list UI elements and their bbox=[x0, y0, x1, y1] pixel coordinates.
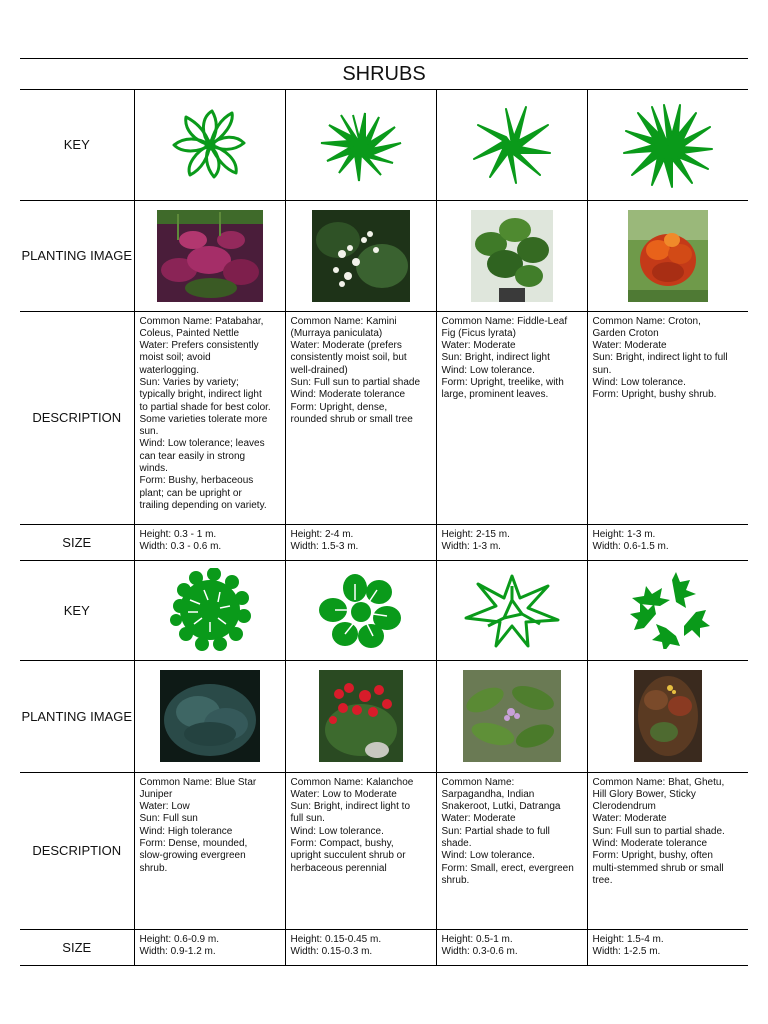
description-row bbox=[20, 311, 748, 524]
shrubs-sheet bbox=[20, 58, 748, 966]
description-label: DESCRIPTION bbox=[20, 772, 134, 929]
description-line: Form: Upright, dense, bbox=[290, 401, 388, 413]
image-cell bbox=[134, 660, 285, 772]
description-line: winds. bbox=[139, 463, 168, 475]
description-line: Wind: Low tolerance. bbox=[290, 825, 384, 837]
description-line: typically bright, indirect light bbox=[139, 389, 262, 401]
description-line: herbaceous perennial bbox=[290, 862, 387, 874]
description-line: Sun: Bright, indirect light bbox=[441, 352, 550, 364]
size-width: Width: 1-2.5 m. bbox=[592, 946, 661, 957]
description-cell bbox=[285, 772, 436, 929]
description-line: Common Name: Bhat, Ghetu, bbox=[592, 776, 725, 788]
croton-photo bbox=[628, 210, 708, 302]
description-line: Water: Low bbox=[139, 801, 190, 813]
description-line: tree. bbox=[592, 874, 613, 886]
description-line: Sun: Varies by variety; bbox=[139, 376, 239, 388]
size-cell bbox=[285, 929, 436, 965]
key-cell bbox=[285, 90, 436, 200]
coleus-symbol-icon bbox=[162, 105, 258, 185]
description-line: Water: Moderate bbox=[441, 813, 516, 825]
size-width: Width: 1.5-3 m. bbox=[290, 541, 359, 552]
description-label: DESCRIPTION bbox=[20, 311, 134, 524]
planting-image-label: PLANTING IMAGE bbox=[20, 660, 134, 772]
kamini-symbol-icon bbox=[309, 105, 413, 185]
description-line: Sun: Full sun to partial shade. bbox=[592, 825, 725, 837]
description-cell bbox=[587, 311, 748, 524]
description-line: Form: Small, erect, evergreen bbox=[441, 862, 574, 874]
sarpagandha-symbol-icon bbox=[460, 570, 564, 650]
size-row bbox=[20, 524, 748, 560]
description-line: Some varieties tolerate more bbox=[139, 413, 268, 425]
description-cell bbox=[436, 772, 587, 929]
clerodendrum-photo bbox=[634, 670, 702, 762]
description-line: sun. bbox=[139, 426, 159, 438]
description-line: multi-stemmed shrub or small bbox=[592, 862, 724, 874]
image-cell bbox=[436, 660, 587, 772]
description-line: Sun: Bright, indirect light to full bbox=[592, 352, 728, 364]
size-cell bbox=[134, 929, 285, 965]
size-height: Height: 1-3 m. bbox=[592, 528, 656, 540]
image-cell bbox=[134, 200, 285, 311]
description-line: Sun: Bright, indirect light to bbox=[290, 801, 411, 813]
description-line: Water: Low to Moderate bbox=[290, 788, 397, 800]
image-cell bbox=[587, 660, 748, 772]
size-height: Height: 2-15 m. bbox=[441, 528, 510, 540]
image-cell bbox=[587, 200, 748, 311]
description-line: Form: Dense, mounded, bbox=[139, 837, 248, 849]
description-line: moist soil; avoid bbox=[139, 352, 211, 364]
size-height: Height: 0.15-0.45 m. bbox=[290, 933, 382, 945]
kalanchoe-photo bbox=[319, 670, 403, 762]
size-height: Height: 0.3 - 1 m. bbox=[139, 528, 217, 540]
description-line: Wind: Moderate tolerance bbox=[290, 389, 406, 401]
page-title: SHRUBS bbox=[20, 58, 748, 90]
size-cell bbox=[436, 524, 587, 560]
description-row bbox=[20, 772, 748, 929]
description-line: Wind: Low tolerance. bbox=[441, 850, 535, 862]
description-line: well-drained) bbox=[290, 364, 348, 376]
key-cell bbox=[436, 90, 587, 200]
size-width: Width: 0.6-1.5 m. bbox=[592, 541, 669, 552]
description-line: Fig (Ficus lyrata) bbox=[441, 327, 516, 339]
size-label: SIZE bbox=[20, 524, 134, 560]
description-line: large, prominent leaves. bbox=[441, 389, 549, 401]
key-cell bbox=[587, 560, 748, 660]
croton-symbol-icon bbox=[622, 101, 714, 189]
description-line: waterlogging. bbox=[139, 364, 199, 376]
size-width: Width: 1-3 m. bbox=[441, 541, 501, 552]
description-line: Sun: Full sun to partial shade bbox=[290, 376, 421, 388]
size-width: Width: 0.9-1.2 m. bbox=[139, 946, 216, 957]
description-line: Wind: Low tolerance. bbox=[441, 364, 535, 376]
description-line: shade. bbox=[441, 837, 472, 849]
description-line: Wind: Low tolerance. bbox=[592, 376, 686, 388]
description-line: trailing depending on variety. bbox=[139, 499, 267, 511]
kamini-photo bbox=[312, 210, 410, 302]
image-cell bbox=[436, 200, 587, 311]
description-cell bbox=[587, 772, 748, 929]
sarpagandha-photo bbox=[463, 670, 561, 762]
description-line: Common Name: bbox=[441, 776, 515, 788]
description-cell bbox=[436, 311, 587, 524]
description-line: Snakeroot, Lutki, Datranga bbox=[441, 801, 561, 813]
description-line: sun. bbox=[592, 364, 612, 376]
description-line: Common Name: Fiddle-Leaf bbox=[441, 315, 568, 327]
description-line: plant; can be upright or bbox=[139, 487, 242, 499]
description-line: Wind: Low tolerance; leaves bbox=[139, 438, 265, 450]
size-height: Height: 2-4 m. bbox=[290, 528, 354, 540]
size-row bbox=[20, 929, 748, 965]
description-line: Common Name: Blue Star bbox=[139, 776, 257, 788]
size-width: Width: 0.3-0.6 m. bbox=[441, 946, 518, 957]
planting-image-label: PLANTING IMAGE bbox=[20, 200, 134, 311]
size-cell bbox=[587, 929, 748, 965]
size-label: SIZE bbox=[20, 929, 134, 965]
size-cell bbox=[134, 524, 285, 560]
key-label: KEY bbox=[20, 560, 134, 660]
blue-star-juniper-symbol-icon bbox=[167, 568, 253, 652]
description-line: Form: Compact, bushy, bbox=[290, 837, 394, 849]
key-cell bbox=[436, 560, 587, 660]
description-line: upright succulent shrub or bbox=[290, 850, 406, 862]
description-line: Form: Upright, bushy, often bbox=[592, 850, 713, 862]
juniper-photo bbox=[160, 670, 260, 762]
description-line: can tear easily in strong bbox=[139, 450, 246, 462]
description-line: consistently moist soil, but bbox=[290, 352, 407, 364]
description-line: Garden Croton bbox=[592, 327, 659, 339]
size-height: Height: 1.5-4 m. bbox=[592, 933, 664, 945]
description-cell bbox=[285, 311, 436, 524]
fiddle-leaf-fig-symbol-icon bbox=[470, 103, 554, 187]
description-line: shrub. bbox=[139, 862, 168, 874]
size-cell bbox=[587, 524, 748, 560]
description-line: Form: Upright, bushy shrub. bbox=[592, 389, 717, 401]
coleus-photo bbox=[157, 210, 263, 302]
description-line: Common Name: Patabahar, bbox=[139, 315, 264, 327]
shrubs-table bbox=[20, 90, 748, 966]
description-line: Hill Glory Bower, Sticky bbox=[592, 788, 696, 800]
description-line: Common Name: Kamini bbox=[290, 315, 397, 327]
image-cell bbox=[285, 200, 436, 311]
description-line: Form: Bushy, herbaceous bbox=[139, 475, 254, 487]
size-width: Width: 0.3 - 0.6 m. bbox=[139, 541, 222, 552]
key-row bbox=[20, 560, 748, 660]
size-height: Height: 0.6-0.9 m. bbox=[139, 933, 219, 945]
description-line: Water: Moderate (prefers bbox=[290, 340, 402, 352]
description-line: Sun: Full sun bbox=[139, 813, 198, 825]
size-width: Width: 0.15-0.3 m. bbox=[290, 946, 373, 957]
fiddle-leaf-fig-photo bbox=[471, 210, 553, 302]
description-line: Wind: Moderate tolerance bbox=[592, 837, 708, 849]
image-cell bbox=[285, 660, 436, 772]
description-cell bbox=[134, 772, 285, 929]
size-height: Height: 0.5-1 m. bbox=[441, 933, 513, 945]
description-line: slow-growing evergreen bbox=[139, 850, 246, 862]
description-line: Water: Moderate bbox=[592, 340, 667, 352]
description-line: Coleus, Painted Nettle bbox=[139, 327, 240, 339]
description-cell bbox=[134, 311, 285, 524]
planting-image-row bbox=[20, 660, 748, 772]
description-line: Common Name: Kalanchoe bbox=[290, 776, 414, 788]
size-cell bbox=[436, 929, 587, 965]
description-line: Form: Upright, treelike, with bbox=[441, 376, 564, 388]
description-line: Sarpagandha, Indian bbox=[441, 788, 535, 800]
clerodendrum-symbol-icon bbox=[626, 571, 710, 649]
key-label: KEY bbox=[20, 90, 134, 200]
description-line: (Murraya paniculata) bbox=[290, 327, 383, 339]
kalanchoe-symbol-icon bbox=[316, 570, 406, 650]
key-cell bbox=[285, 560, 436, 660]
description-line: Sun: Partial shade to full bbox=[441, 825, 550, 837]
description-line: Wind: High tolerance bbox=[139, 825, 233, 837]
description-line: Water: Prefers consistently bbox=[139, 340, 259, 352]
description-line: full sun. bbox=[290, 813, 325, 825]
description-line: Water: Moderate bbox=[592, 813, 667, 825]
key-row bbox=[20, 90, 748, 200]
key-cell bbox=[134, 560, 285, 660]
key-cell bbox=[587, 90, 748, 200]
description-line: Common Name: Croton, bbox=[592, 315, 701, 327]
description-line: rounded shrub or small tree bbox=[290, 413, 413, 425]
description-line: Juniper bbox=[139, 788, 173, 800]
description-line: shrub. bbox=[441, 874, 470, 886]
description-line: Clerodendrum bbox=[592, 801, 656, 813]
key-cell bbox=[134, 90, 285, 200]
planting-image-row bbox=[20, 200, 748, 311]
description-line: Water: Moderate bbox=[441, 340, 516, 352]
description-line: to partial shade for best color. bbox=[139, 401, 271, 413]
size-cell bbox=[285, 524, 436, 560]
